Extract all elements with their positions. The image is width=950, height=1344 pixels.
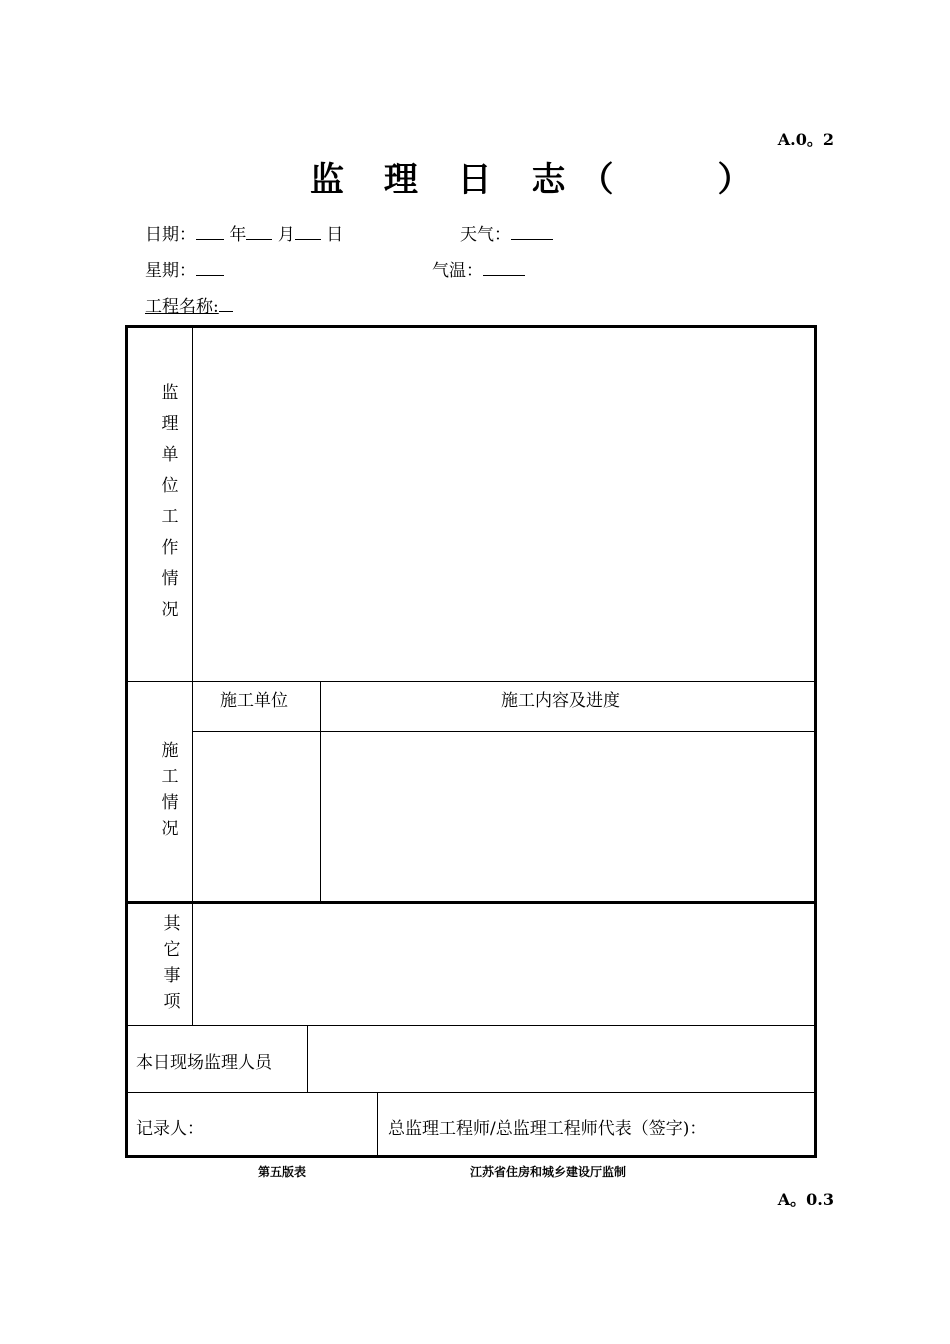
day-label: 日	[326, 225, 344, 245]
construction-label: 施 工 情 况	[161, 741, 179, 839]
date-label: 日期：	[145, 225, 196, 245]
project-name-label: 工程名称:	[145, 297, 219, 317]
supervision-work-area[interactable]	[194, 328, 814, 680]
month-blank[interactable]	[246, 223, 272, 240]
other-matters-label: 其 它 事 项	[163, 914, 181, 1012]
date-field	[145, 220, 343, 245]
other-matters-area[interactable]	[194, 905, 814, 1024]
row-divider	[192, 731, 814, 732]
row-divider	[128, 681, 814, 682]
issuer-label: 江苏省住房和城乡建设厅监制	[470, 1165, 627, 1179]
year-label: 年	[229, 225, 247, 245]
row-divider	[128, 1092, 814, 1093]
project-name-blank	[219, 295, 233, 312]
project-name-field[interactable]	[145, 292, 233, 317]
onsite-staff-area[interactable]	[309, 1026, 814, 1091]
col-divider	[377, 1092, 378, 1155]
edition-label: 第五版表	[258, 1165, 307, 1179]
weather-field	[460, 220, 553, 245]
log-form-table	[125, 325, 817, 1158]
construction-unit-area[interactable]	[194, 733, 320, 900]
construction-unit-header: 施工单位	[220, 691, 288, 711]
form-code-top: A.0。2	[777, 130, 834, 149]
row-divider	[128, 901, 814, 904]
col-divider	[320, 681, 321, 901]
temperature-field	[432, 256, 525, 281]
title-main: 监 理 日 志（	[310, 160, 628, 200]
weekday-field	[145, 256, 224, 281]
weekday-blank[interactable]	[196, 259, 224, 276]
page-title	[310, 152, 766, 201]
temperature-label: 气温：	[432, 261, 483, 281]
chief-engineer-signature-label: 总监理工程师/总监理工程师代表（签字)：	[388, 1119, 707, 1139]
construction-content-header: 施工内容及进度	[501, 691, 620, 711]
temperature-blank[interactable]	[483, 259, 525, 276]
weather-label: 天气：	[460, 225, 511, 245]
recorder-label: 记录人：	[136, 1119, 204, 1139]
onsite-staff-label: 本日现场监理人员	[136, 1053, 272, 1073]
day-blank[interactable]	[295, 223, 321, 240]
col-divider	[192, 328, 193, 1025]
title-close: ）	[717, 160, 766, 200]
weekday-label: 星期：	[145, 261, 196, 281]
weather-blank[interactable]	[511, 223, 553, 240]
year-blank[interactable]	[196, 223, 224, 240]
col-divider	[307, 1025, 308, 1092]
supervision-work-label: 监 理 单 位 工 作 情 况	[161, 383, 179, 620]
month-label: 月	[277, 225, 295, 245]
form-code-bottom: A。0.3	[777, 1190, 834, 1209]
construction-content-area[interactable]	[322, 733, 814, 900]
